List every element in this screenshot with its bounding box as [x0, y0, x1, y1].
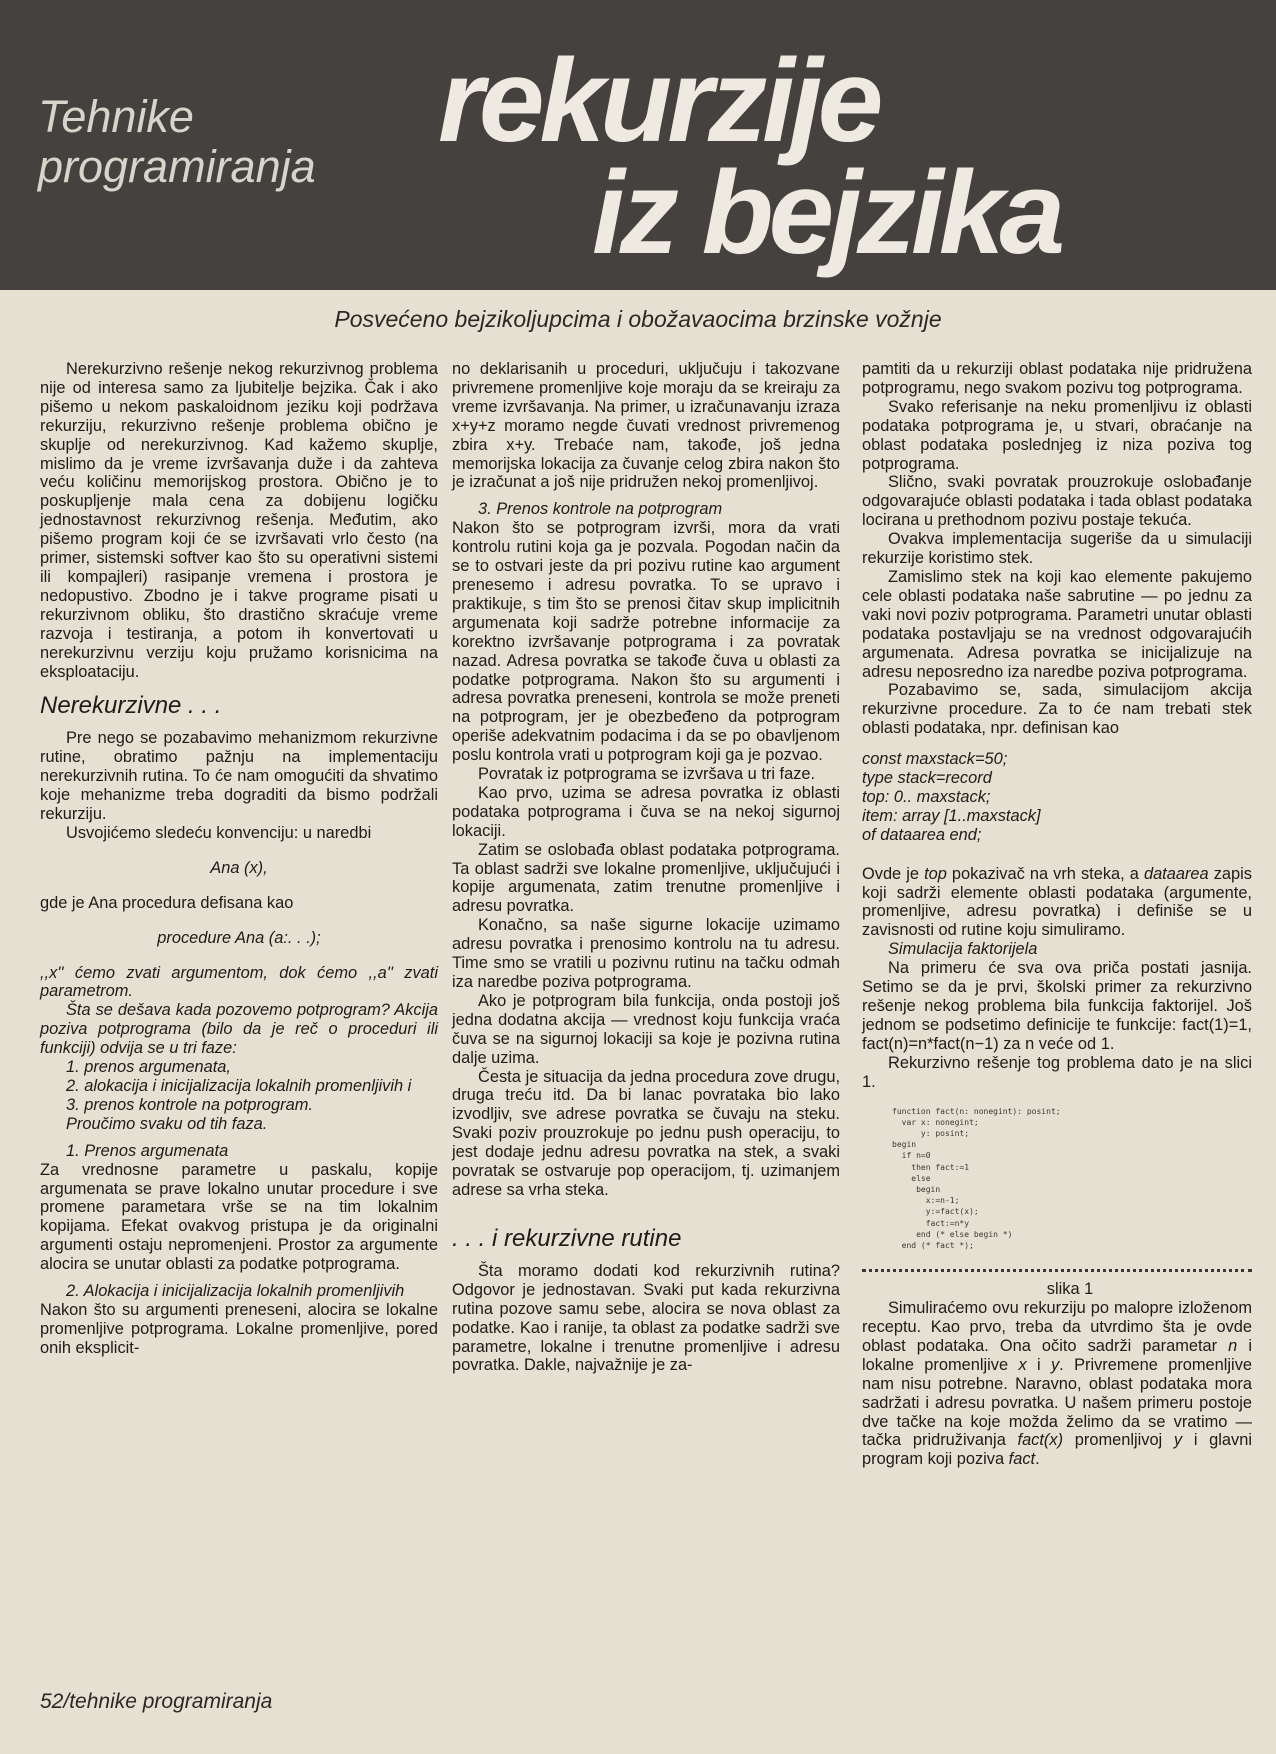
- paragraph: Rekurzivno rešenje tog problema dato je na slici 1.: [862, 1053, 1252, 1091]
- paragraph: Slično, svaki povratak prouzrokuje oslobađanje odgovarajuće oblasti podataka i tada oblast podataka locirana u prethodnom pozivu postaje tekuća.: [862, 473, 1252, 530]
- subheading: 3. Prenos kontrole na potprogram: [478, 500, 723, 519]
- paragraph: Konačno, sa naše sigurne lokacije uzimamo adresu povratka i prenosimo kontrolu na tu adresu. Time smo se vratili u pozivnu rutinu na tačku odmah iza naredbe poziva potprograma.: [452, 916, 840, 991]
- paragraph: Nakon što se potprogram izvrši, mora da vrati kontrolu rutini koja ga je pozvala. Pogodan način da se to ostvari jeste da pri pozivu rutine kao argument prenesemo i adresu povratka. To se upravo i praktikuje, s tim što se prenosi čitav skup implicitnih argumenata koji sadrže potrebne informacije za korektno izvršavanje potprograma i za povratak nazad. Adresa povratka se takođe čuva u oblasti za podatke potprograma. Nakon što su argumenti i adresa povratka preneseni, kontrola se može preneti na potprogram, jer je obezbeđeno da potprogram operiše adekvatnim podacima i da se po obavljenom poslu kontrola vrati u potprogram koji ga je pozvao.: [452, 519, 840, 765]
- paragraph: [862, 1299, 1252, 1469]
- subheading: Simulacija faktorijela: [888, 940, 1038, 959]
- code-listing: [862, 1102, 1252, 1260]
- code-line: of dataarea end;: [862, 825, 982, 844]
- text: Ovde je: [862, 864, 925, 883]
- listing-line: begin: [892, 1140, 917, 1150]
- paragraph: Usvojićemo sledeću konvenciju: u naredbi: [66, 823, 372, 842]
- term: fact(x): [1017, 1431, 1064, 1450]
- paragraph: Za vrednosne parametre u paskalu, kopije argumenata se prave lokalno unutar procedure i sve promene parametara vrše se na tim lokalnim kopijama. Efekat ovakvog pristupa je da originalni argumenti ostaju nepromenjeni. Prostor za argumente alocira se unutar oblasti za podatke potprograma.: [40, 1160, 438, 1274]
- text: Simuliraćemo ovu rekurziju po malopre izloženom receptu. Kao prvo, treba da utvrdimo šta je ovde oblast podataka. Ona očito sadrži parametar: [862, 1299, 1252, 1355]
- text: zapis koji sadrži elemente oblasti podataka (argumente, promenljive, adresu povratka) i definiše se u zavisnosti od rutine koju simuliramo.: [862, 864, 1252, 940]
- paragraph: Na primeru će sva ova priča postati jasnija. Setimo se da je prvi, školski primer za rekurzivno rešenje nekog problema bila funkcija faktorijel. Još jednom se podsetimo definicije te funkcije: fact(1)=1, fact(n)=n*fact(n−1) za n veće od 1.: [862, 959, 1252, 1053]
- section-heading: Nerekurzivne . . .: [40, 692, 222, 720]
- listing-line: var x: nonegint;: [892, 1117, 979, 1127]
- listing-line: end (* else begin *): [892, 1229, 1013, 1239]
- term: y: [1173, 1431, 1183, 1450]
- paragraph: Pozabavimo se, sada, simulacijom akcija rekurzivne procedure. Za to će nam trebati stek oblasti podataka, npr. definisan kao: [862, 681, 1252, 738]
- text: i lokalne promenljive: [862, 1336, 1252, 1374]
- paragraph: pamtiti da u rekurziji oblast podataka nije pridružena potprogramu, nego svakom pozivu tog potprograma.: [862, 360, 1252, 397]
- code-line: type stack=record: [862, 769, 992, 788]
- paragraph: Ako je potprogram bila funkcija, onda postoji još jedna dodatna akcija — vrednost koju funkcija vraća čuva se na sigurnoj lokaciji sa koje je pozivna rutina dalje uzima.: [452, 991, 840, 1067]
- paragraph: Pre nego se pozabavimo mehanizmom rekurzivne rutine, obratimo pažnju na implementaciju nerekurzivnih rutina. To će nam omogućiti da shvatimo koje mehanizme treba dograditi da bismo podržali rekurziju.: [40, 729, 438, 824]
- code-declaration: procedure Ana (a:. . .);: [157, 928, 321, 947]
- term: top: [924, 864, 947, 883]
- listing-line: y: posint;: [892, 1128, 970, 1138]
- kicker-line-1: Tehnike: [38, 91, 194, 142]
- listing-line: fact:=n*y: [892, 1218, 970, 1228]
- paragraph: Šta se dešava kada pozovemo potprogram? Akcija poziva potprograma (bilo da je reč o proceduri ili funkciji) odvija se u tri faze:: [40, 1001, 438, 1058]
- kicker-line-2: programiranja: [38, 141, 316, 192]
- headline-line-2: iz bejzika: [592, 147, 1061, 279]
- headline-line-1: rekurzije: [438, 35, 879, 167]
- code-line: const maxstack=50;: [862, 750, 1008, 769]
- term: n: [1228, 1336, 1238, 1355]
- listing-line: else: [892, 1173, 931, 1183]
- term: fact: [1008, 1450, 1036, 1469]
- text: promenljivoj: [1063, 1431, 1174, 1450]
- paragraph: Povratak iz potprograma se izvršava u tri faze.: [478, 765, 816, 784]
- text: .: [1035, 1450, 1040, 1469]
- list-item: Proučimo svaku od tih faza.: [66, 1114, 268, 1133]
- column-1: [40, 360, 438, 1358]
- paragraph: gde je Ana procedura defisana kao: [40, 893, 294, 912]
- subheading: 2. Alokacija i inicijalizacija lokalnih promenljivih: [66, 1282, 405, 1301]
- term: dataarea: [1143, 864, 1209, 883]
- paragraph: no deklarisanih u proceduri, uključuju i takozvane privremene promenljive koje moraju da se kreiraju za vreme izvršavanja. Na primer, u izračunavanju izraza x+y+z moramo negde čuvati vrednost privremenog zbira x+y. Trebaće nam, takođe, još jedna memorijska lokacija za čuvanje celog zbira nakon što je izračunat a još nije pridružen nekoj promenljivoj.: [452, 360, 840, 492]
- paragraph: Nakon što su argumenti preneseni, alocira se lokalne promenljive potprograma. Lokalne promenljive, pored onih eksplicit-: [40, 1300, 438, 1357]
- listing-line: begin: [892, 1184, 941, 1194]
- listing-line: function fact(n: nonegint): posint;: [892, 1106, 1061, 1116]
- header-banner: [0, 0, 1276, 290]
- code-line: item: array [1..maxstack]: [862, 806, 1041, 825]
- text: i glavni program koji poziva: [862, 1431, 1253, 1469]
- column-2: [452, 360, 840, 1375]
- paragraph: [862, 865, 1252, 941]
- paragraph: Kao prvo, uzima se adresa povratka iz oblasti podataka potprograma i čuva se na nekoj sigurnoj lokaciji.: [452, 783, 840, 840]
- paragraph: Zamislimo stek na koji kao elemente pakujemo cele oblasti podataka naše sabrutine — po jednu za vaki novi poziv potprograma. Parametri unutar oblasti podataka postavljaju se na vrednost odgovarajućih argumenata. Adresa povratka se inicijalizuje na adresu neposredno iza naredbe poziva potprograma.: [862, 567, 1252, 681]
- paragraph: Nerekurzivno rešenje nekog rekurzivnog problema nije od interesa samo za ljubitelje bejzika. Čak i ako pišemo u nekom paskaloidnom jeziku koji podržava rekurziju, rekurzivno rešenje problema obično je skuplje od nerekurzivnog. Kad kažemo skuplje, mislimo da je vreme izvršavanja duže i da zahteva veću količinu memorijskog prostora. Obično je to poskupljenje mala cena za dobijenu logičku jednostavnost rekurzivnog rešenja. Međutim, ako pišemo program koji će se izvršavati vrlo često (na primer, sistemski softver kao što su operativni sistemi ili kompajleri) rasipanje vremena i prostora je nedopustivo. Zbodno je i takve programe pisati u rekurzivnom obliku, što drastično skraćuje vreme razvoja i testiranja, a potom ih konvertovati u nerekurzivnu verziju koju pružamo korisnicima na eksploataciju.: [40, 360, 438, 681]
- paragraph: Svako referisanje na neku promenljivu iz oblasti podataka potprograma je, u stvari, obraćanje na oblast podataka poslednjeg iz niza poziva tog potprograma.: [862, 397, 1252, 473]
- listing-line: end (* fact *);: [892, 1240, 974, 1250]
- listing-line: then fact:=1: [892, 1162, 970, 1172]
- paragraph: Zatim se oslobađa oblast podataka potprograma. Ta oblast sadrži sve lokalne promenljive, uključujući i kopije argumenata, zatim trenutne promenljive i adresu povratka.: [452, 840, 840, 916]
- list-item: 1. prenos argumenata,: [66, 1058, 231, 1077]
- section-heading: . . . i rekurzivne rutine: [452, 1224, 682, 1252]
- text: pokazivač na vrh steka, a: [946, 864, 1144, 883]
- list-item: 2. alokacija i inicijalizacija lokalnih promenljivih i: [66, 1077, 412, 1095]
- term: y: [1050, 1355, 1060, 1374]
- code-call: Ana (x),: [210, 858, 268, 877]
- stack-declaration: [862, 750, 1252, 845]
- code-line: top: 0.. maxstack;: [862, 787, 991, 806]
- text: i: [1026, 1355, 1051, 1374]
- list-item: 3. prenos kontrole na potprogram.: [66, 1095, 313, 1114]
- dotted-rule: [862, 1269, 1252, 1272]
- section-kicker: [38, 92, 316, 192]
- subheading: 1. Prenos argumenata: [66, 1141, 229, 1160]
- listing-line: x:=n-1;: [892, 1196, 960, 1206]
- listing-line: if n=0: [892, 1151, 931, 1161]
- paragraph: Ovakva implementacija sugeriše da u simulaciji rekurzije koristimo stek.: [862, 530, 1252, 568]
- paragraph: Česta je situacija da jedna procedura zove drugu, druga treću itd. Da bi lanac povrataka bio lako izvodljiv, sve adrese povratka se čuvaju na steku. Svaki poziv prouzrokuje po jednu push operaciju, to jest dodaje jednu adresu povratka na stek, a svaki povratak se ostvaruje pop operacijom, tj. uzimanjem adrese sa vrha steka.: [452, 1067, 840, 1199]
- listing-line: y:=fact(x);: [892, 1207, 979, 1217]
- figure-caption: slika 1: [1046, 1280, 1094, 1299]
- paragraph: Šta moramo dodati kod rekurzivnih rutina? Odgovor je jednostavan. Svaki put kada rekurzivna rutina pozove samu sebe, alocira se nova oblast za podatke. Kao i ranije, ta oblast za podatke sadrži sve parametre, lokalne i trenutne promenljive i adresu povratka. Dakle, najvažnije je za-: [452, 1261, 840, 1375]
- article-subtitle: Posvećeno bejzikoljupcima i obožavaocima brzinske vožnje: [334, 306, 942, 332]
- page-footer: 52/tehnike programiranja: [40, 1690, 273, 1713]
- paragraph: ,,x'' ćemo zvati argumentom, dok ćemo ,,a'' zvati parametrom.: [40, 963, 438, 1001]
- text: . Privremene promenljive nam nisu potrebne. Naravno, oblast podataka mora sadržati i adresu povratka. U našem primeru postoje dve tačke na koje možda želimo da se vratimo — tačka pridruživanja: [862, 1355, 1253, 1450]
- term: x: [1018, 1355, 1027, 1374]
- column-3: [862, 360, 1252, 1469]
